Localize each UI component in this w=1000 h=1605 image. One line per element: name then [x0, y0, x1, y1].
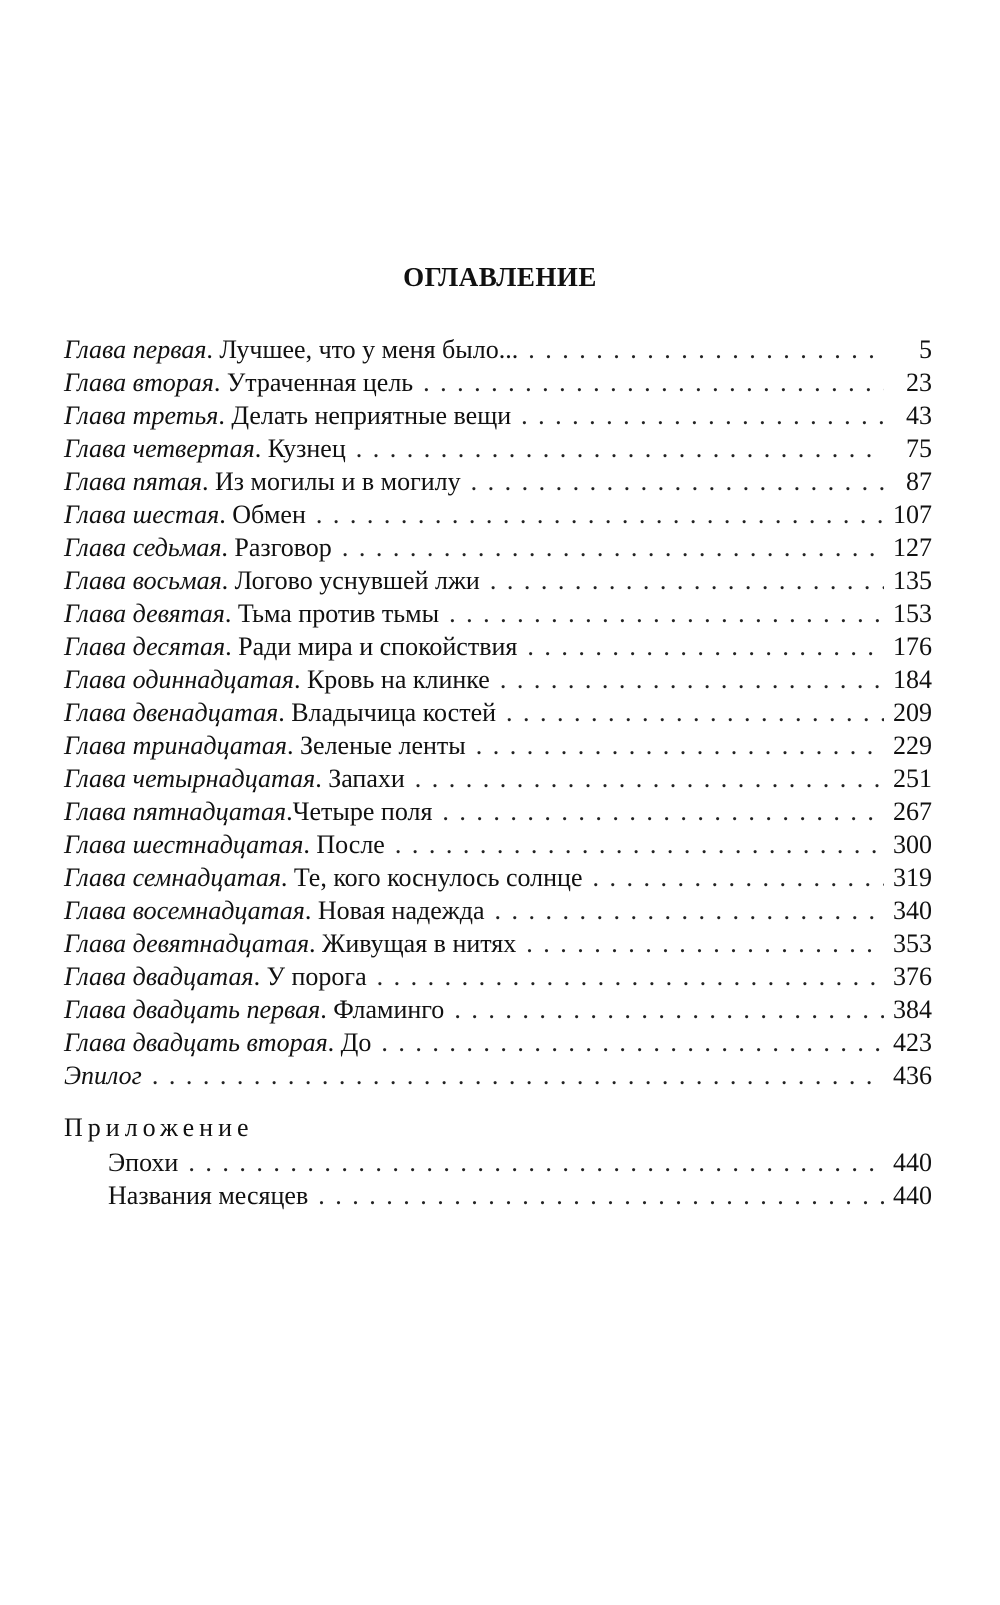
separator: .	[225, 632, 239, 661]
toc-entry	[64, 630, 932, 663]
chapter-title: Тьма против тьмы	[237, 599, 440, 628]
page-number: 87	[906, 467, 932, 496]
dot-leader	[527, 630, 884, 663]
separator: .	[287, 731, 300, 760]
chapter-number: Глава четырнадцатая	[64, 764, 316, 793]
entry-label	[64, 333, 518, 366]
dot-leader	[490, 564, 884, 597]
toc-entry	[64, 894, 932, 927]
epilogue-label: Эпилог	[64, 1061, 142, 1090]
dot-leader	[377, 960, 884, 993]
toc-entry	[64, 333, 932, 366]
chapter-title: Разговор	[234, 533, 332, 562]
appendix-entry	[108, 1146, 932, 1179]
toc-entry	[64, 927, 932, 960]
separator: .	[320, 995, 334, 1024]
dot-leader	[500, 663, 884, 696]
separator: .	[224, 599, 238, 628]
chapter-title: Владычица костей	[291, 698, 497, 727]
separator: .	[253, 962, 267, 991]
entry-label	[64, 498, 306, 531]
toc-entry	[64, 762, 932, 795]
chapter-number: Глава четвертая	[64, 434, 255, 463]
dot-leader	[188, 1146, 884, 1179]
page-number: 184	[893, 665, 932, 694]
page-number: 251	[893, 764, 932, 793]
chapter-title: Делать неприятные вещи	[231, 401, 512, 430]
dot-leader	[423, 366, 884, 399]
toc-entry	[64, 828, 932, 861]
chapter-title: Кузнец	[267, 434, 346, 463]
entry-label	[64, 795, 432, 828]
chapter-title: Новая надежда	[317, 896, 485, 925]
toc-entry	[64, 861, 932, 894]
page-number: 107	[893, 500, 932, 529]
chapter-title: До	[340, 1028, 372, 1057]
dot-leader	[152, 1059, 884, 1092]
page-number: 440	[893, 1181, 932, 1210]
chapter-title: Запахи	[328, 764, 405, 793]
toc-entry	[64, 399, 932, 432]
page-number: 384	[893, 995, 932, 1024]
separator: .	[303, 830, 317, 859]
chapter-title: Обмен	[232, 500, 306, 529]
chapter-title: После	[316, 830, 385, 859]
dot-leader	[454, 993, 884, 1026]
page-number: 43	[906, 401, 932, 430]
chapter-title: Фламинго	[333, 995, 445, 1024]
page-number: 153	[893, 599, 932, 628]
dot-leader	[415, 762, 884, 795]
dot-leader	[449, 597, 884, 630]
dot-leader	[356, 432, 884, 465]
page-number: 127	[893, 533, 932, 562]
separator: .	[206, 335, 220, 364]
toc-entry	[64, 960, 932, 993]
entry-label	[64, 960, 367, 993]
toc-entry	[64, 564, 932, 597]
chapter-number: Глава двадцатая	[64, 962, 254, 991]
toc-entry	[64, 531, 932, 564]
toc-entry	[64, 366, 932, 399]
entry-label	[64, 993, 444, 1026]
entry-label	[64, 894, 485, 927]
entry-label	[64, 729, 466, 762]
separator: .	[221, 533, 235, 562]
chapter-title: Четыре поля	[292, 797, 433, 826]
toc-entry	[64, 795, 932, 828]
entry-label	[64, 1059, 142, 1092]
page-number: 436	[893, 1061, 932, 1090]
dot-leader	[521, 399, 884, 432]
appendix-title: Эпохи	[108, 1148, 179, 1177]
separator: .	[201, 467, 215, 496]
separator: .	[293, 665, 307, 694]
chapter-number: Глава шестая	[64, 500, 220, 529]
chapter-title: Живущая в нитях	[322, 929, 517, 958]
page-number: 5	[919, 335, 932, 364]
chapter-title: Логово уснувшей лжи	[234, 566, 480, 595]
entry-label	[64, 828, 385, 861]
toc-list	[64, 333, 932, 1092]
toc-entry	[64, 663, 932, 696]
appendix-list	[108, 1146, 932, 1212]
chapter-number: Глава шестнадцатая	[64, 830, 304, 859]
separator: .	[304, 896, 318, 925]
chapter-number: Глава девятнадцатая	[64, 929, 310, 958]
page-number: 376	[893, 962, 932, 991]
page-number: 176	[893, 632, 932, 661]
toc-entry	[64, 432, 932, 465]
toc-entry	[64, 1026, 932, 1059]
page-number: 300	[893, 830, 932, 859]
dot-leader	[528, 333, 884, 366]
chapter-number: Глава двенадцатая	[64, 698, 279, 727]
chapter-number: Глава восьмая	[64, 566, 222, 595]
chapter-number: Глава пятая	[64, 467, 202, 496]
toc-entry	[64, 597, 932, 630]
separator: .	[286, 797, 293, 826]
page-number: 267	[893, 797, 932, 826]
entry-label	[64, 465, 461, 498]
dot-leader	[526, 927, 884, 960]
separator: .	[315, 764, 329, 793]
entry-label	[64, 597, 439, 630]
chapter-title: Те, кого коснулось солнце	[293, 863, 583, 892]
entry-label	[64, 564, 480, 597]
chapter-number: Глава третья	[64, 401, 219, 430]
dot-leader	[342, 531, 884, 564]
separator: .	[221, 566, 235, 595]
separator: .	[254, 434, 268, 463]
appendix-heading: Приложение	[64, 1113, 254, 1142]
chapter-title: Кровь на клинке	[306, 665, 490, 694]
page-number: 75	[906, 434, 932, 463]
separator: .	[280, 863, 294, 892]
page-number: 229	[893, 731, 932, 760]
page-number: 340	[893, 896, 932, 925]
toc-entry	[64, 498, 932, 531]
separator: .	[213, 368, 227, 397]
chapter-number: Глава пятнадцатая	[64, 797, 287, 826]
chapter-number: Глава семнадцатая	[64, 863, 281, 892]
appendix-section	[64, 1110, 932, 1212]
dot-leader	[318, 1179, 884, 1212]
chapter-number: Глава девятая	[64, 599, 225, 628]
entry-label	[64, 1026, 371, 1059]
dot-leader	[593, 861, 885, 894]
page-number: 135	[893, 566, 932, 595]
entry-label	[64, 630, 517, 663]
page-number: 440	[893, 1148, 932, 1177]
chapter-title: Ради мира и спокойствия	[238, 632, 518, 661]
toc-entry	[64, 993, 932, 1026]
dot-leader	[381, 1026, 884, 1059]
chapter-number: Глава первая	[64, 335, 207, 364]
appendix-entry	[108, 1179, 932, 1212]
entry-label	[64, 432, 346, 465]
entry-label	[64, 861, 583, 894]
dot-leader	[476, 729, 884, 762]
dot-leader	[395, 828, 884, 861]
chapter-title: Зеленые ленты	[300, 731, 466, 760]
chapter-title: Утраченная цель	[226, 368, 414, 397]
entry-label	[64, 762, 405, 795]
page-title: ОГЛАВЛЕНИЕ	[403, 262, 597, 292]
chapter-number: Глава седьмая	[64, 533, 222, 562]
page-number: 23	[906, 368, 932, 397]
chapter-title: Лучшее, что у меня было...	[219, 335, 519, 364]
page-number: 423	[893, 1028, 932, 1057]
entry-label	[64, 399, 511, 432]
dot-leader	[442, 795, 884, 828]
toc-entry	[64, 465, 932, 498]
chapter-title: У порога	[266, 962, 367, 991]
chapter-number: Глава восемнадцатая	[64, 896, 305, 925]
page-number: 319	[893, 863, 932, 892]
page-number: 209	[893, 698, 932, 727]
dot-leader	[471, 465, 884, 498]
entry-label	[64, 366, 413, 399]
appendix-title: Названия месяцев	[108, 1181, 309, 1210]
toc-entry	[64, 696, 932, 729]
dot-leader	[495, 894, 884, 927]
toc-entry	[64, 1059, 932, 1092]
separator: .	[309, 929, 323, 958]
chapter-number: Глава двадцать первая	[64, 995, 321, 1024]
chapter-number: Глава вторая	[64, 368, 214, 397]
separator: .	[327, 1028, 341, 1057]
separator: .	[219, 500, 233, 529]
entry-label	[64, 531, 332, 564]
page-number: 353	[893, 929, 932, 958]
chapter-number: Глава двадцать вторая	[64, 1028, 328, 1057]
toc-entry	[64, 729, 932, 762]
entry-label	[64, 663, 490, 696]
chapter-number: Глава десятая	[64, 632, 226, 661]
separator: .	[218, 401, 232, 430]
dot-leader	[506, 696, 884, 729]
entry-label	[64, 927, 516, 960]
chapter-title: Из могилы и в могилу	[214, 467, 461, 496]
chapter-number: Глава тринадцатая	[64, 731, 287, 760]
separator: .	[278, 698, 292, 727]
chapter-number: Глава одиннадцатая	[64, 665, 294, 694]
dot-leader	[316, 498, 884, 531]
entry-label	[64, 696, 496, 729]
